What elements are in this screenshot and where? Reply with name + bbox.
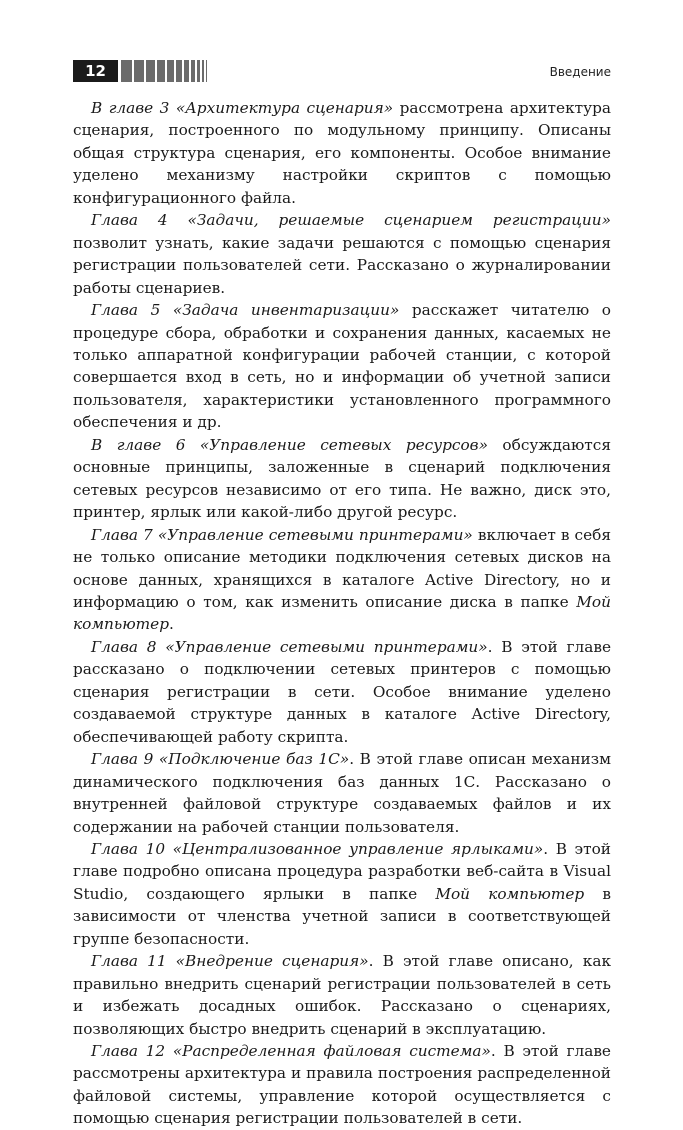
chapter-paragraph	[73, 838, 611, 950]
paragraph-text-end: в зависимости от членства учетной записи в соответствующей группе безопасности.	[73, 884, 611, 948]
chapter-reference: Глава 11 «Внедрение сценария»	[91, 952, 369, 971]
chapter-paragraph	[73, 434, 611, 524]
chapter-paragraph	[73, 748, 611, 838]
paragraph-text: включает в себя не только описание методики подключения сетевых дисков на основе данных, хранящихся в каталоге Active Directory, но и информацию о том, как изменить описание диска в папке	[73, 525, 611, 611]
chapter-reference: Глава 10 «Централизованное управление ярлыками»	[91, 839, 544, 858]
page-body	[73, 97, 611, 1130]
chapter-reference: В главе 3 «Архитектура сценария»	[91, 99, 394, 117]
page-header	[73, 60, 611, 82]
paragraph-text: расскажет читателю о процедуре сбора, обработки и сохранения данных, касаемых не только аппаратной конфигурации рабочей станции, с которой совершается вход в сеть, но и информации об учетной записи пользователя, характеристики установленного программного обеспечения и др.	[73, 301, 611, 432]
paragraph-text: . В этой главе описано, как правильно внедрить сценарий регистрации пользователей в сеть и избежать досадных ошибок. Рассказано о сценариях, позволяющих быстро внедрить сценарий в эксплуатацию.	[73, 952, 612, 1038]
chapter-paragraph	[73, 524, 611, 636]
chapter-paragraph	[73, 209, 611, 299]
chapter-reference: Глава 12 «Распределенная файловая система»	[91, 1042, 491, 1061]
chapter-reference: Глава 8 «Управление сетевыми принтерами»	[91, 637, 488, 656]
chapter-reference: В главе 6 «Управление сетевых ресурсов»	[91, 435, 488, 454]
chapter-reference: Глава 4 «Задачи, решаемые сценарием регистрации»	[91, 211, 611, 230]
chapter-paragraph	[73, 950, 611, 1040]
paragraph-text: . В этой главе подробно описана процедура разработки веб-сайта в Visual Studio, создающего ярлыки в папке	[73, 839, 611, 903]
paragraph-text: рассмотрена архитектура сценария, построенного по модульному принципу. Описаны общая структура сценария, его компоненты. Особое внимание уделено механизму настройки скриптов с помощью конфигурационного файла.	[73, 99, 611, 207]
paragraph-text: . В этой главе рассказано о подключении сетевых принтеров с помощью сценария регистрации в сети. Особое внимание уделено создаваемой структуре данных в каталоге Active Directory, обеспечивающей работу скрипта.	[73, 637, 611, 746]
running-section-title: Введение	[549, 65, 611, 79]
chapter-paragraph	[73, 97, 611, 209]
paragraph-text: . В этой главе описан механизм динамического подключения баз данных 1С. Рассказано о внутренней файловой структуре создаваемых файлов и их содержании на рабочей станции пользователя.	[73, 750, 611, 836]
paragraph-text: . В этой главе рассмотрены архитектура и правила построения распределенной файловой системы, управление которой осуществляется с помощью сценария регистрации пользователей в сети.	[73, 1042, 611, 1128]
header-decorative-bars	[121, 60, 207, 82]
chapter-reference: Глава 7 «Управление сетевыми принтерами»	[91, 525, 473, 544]
paragraph-text-end: .	[169, 615, 174, 634]
folder-name: Мой компьютер	[73, 592, 611, 634]
folder-name: Мой компьютер	[435, 884, 585, 903]
paragraph-text: обсуждаются основные принципы, заложенные в сценарий подключения сетевых ресурсов независимо от его типа. Не важно, диск это, принтер, ярлык или какой-либо другой ресурс.	[73, 435, 611, 522]
page-number: 12	[73, 60, 118, 82]
chapter-paragraph	[73, 636, 611, 748]
chapter-reference: Глава 5 «Задача инвентаризации»	[91, 301, 400, 320]
chapter-paragraph	[73, 1040, 611, 1130]
paragraph-text: позволит узнать, какие задачи решаются с помощью сценария регистрации пользователей сети. Рассказано о журналировании работы сценариев.	[73, 233, 611, 297]
chapter-reference: Глава 9 «Подключение баз 1С»	[91, 750, 350, 769]
chapter-paragraph	[73, 299, 611, 434]
